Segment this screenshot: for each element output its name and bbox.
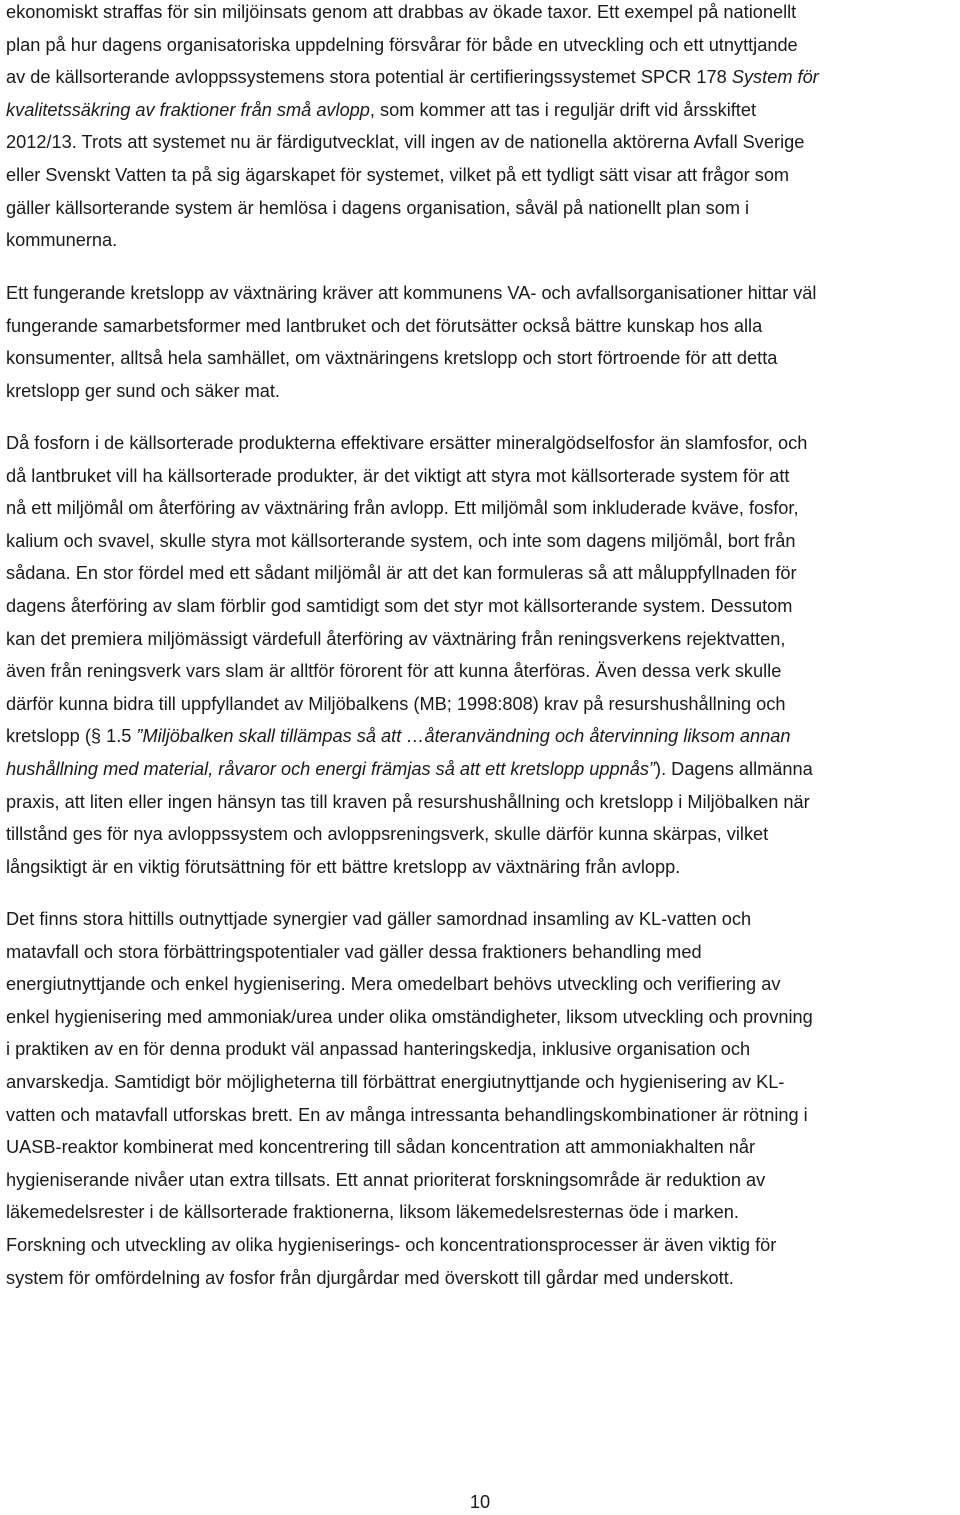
text-line: Forskning och utveckling av olika hygieniserings- och koncentrationsprocesser är även viktig för [6, 1234, 777, 1255]
paragraph-phosphorus-goal [6, 427, 958, 883]
italic-quote-segment: Miljöbalken skall tillämpas så att …återanvändning och återvinning liksom annan [142, 726, 791, 747]
paragraph-certification [6, 0, 958, 257]
text-line: Det finns stora hittills outnyttjade synergier vad gäller samordnad insamling av KL-vatten och [6, 909, 752, 929]
text-line: Då fosforn i de källsorterade produkterna effektivare ersätter mineralgödselfosfor än slamfosfor, och [6, 433, 808, 453]
text-line [6, 61, 958, 94]
text-line: anvarskedja. Samtidigt bör möjligheterna till förbättrat energiutnyttjande och hygienisering av KL- [6, 1071, 785, 1092]
text-line: kalium och svavel, skulle styra mot källsorterande system, och inte som dagens miljömål, bort från [6, 530, 796, 551]
text-line: 2012/13. Trots att systemet nu är färdigutvecklat, vill ingen av de nationella aktörerna Avfall Sverige [6, 132, 805, 153]
italic-quote-segment: hushållning med material, råvaror och energi främjas så att ett kretslopp uppnås” [6, 758, 656, 779]
text-segment: ). Dagens allmänna [655, 758, 813, 779]
text-line: dagens återföring av slam förblir god samtidigt som det styr mot källsorterande system. Dessutom [6, 595, 793, 616]
text-line: läkemedelsrester i de källsorterade fraktionerna, liksom läkemedelsresternas öde i marken. [6, 1202, 739, 1223]
text-line: energiutnyttjande och enkel hygienisering. Mera omedelbart behövs utveckling och verifiering av [6, 974, 781, 995]
text-segment: av de källsorterande avloppssystemens stora potential är certifieringssystemet SPCR 178 [6, 67, 732, 88]
text-line: hygieniserande nivåer utan extra tillsats. Ett annat prioriterat forskningsområde är reduktion av [6, 1169, 766, 1190]
text-line: fungerande samarbetsformer med lantbruket och det förutsätter också bättre kunskap hos alla [6, 315, 763, 336]
italic-title-segment: kvalitetssäkring av fraktioner från små avlopp [6, 99, 370, 120]
text-segment: , som kommer att tas i reguljär drift vid årsskiftet [369, 99, 757, 120]
text-line: gäller källsorterande system är hemlösa i dagens organisation, såväl på nationellt plan som i [6, 197, 750, 218]
text-line: matavfall och stora förbättringspotentialer vad gäller dessa fraktioners behandling med [6, 941, 702, 962]
text-line: Ett fungerande kretslopp av växtnäring kräver att kommunens VA- och avfallsorganisationer hittar väl [6, 283, 817, 303]
text-line: kommunerna. [6, 230, 118, 251]
text-line: långsiktigt är en viktig förutsättning för ett bättre kretslopp av växtnäring från avlopp. [6, 856, 681, 877]
page-number: 10 [469, 1492, 491, 1512]
text-line: konsumenter, alltså hela samhället, om växtnäringens kretslopp och stort förtroende för att detta [6, 348, 778, 369]
text-line: enkel hygienisering med ammoniak/urea under olika omständigheter, liksom utveckling och provning [6, 1006, 813, 1027]
text-line [6, 94, 958, 127]
italic-quote-open: ” [136, 726, 143, 747]
text-line: vatten och matavfall utforskas brett. En av många intressanta behandlingskombinationer är rötning i [6, 1104, 808, 1125]
text-line: kan det premiera miljömässigt värdefull återföring av växtnäring från reningsverkens rejektvatten, [6, 628, 786, 649]
text-line [6, 753, 958, 786]
text-line: praxis, att liten eller ingen hänsyn tas till kraven på resurshushållning och kretslopp i Miljöbalken när [6, 791, 810, 812]
text-line: därför kunna bidra till uppfyllandet av Miljöbalkens (MB; 1998:808) krav på resurshushållning och [6, 693, 786, 714]
text-line [6, 720, 958, 753]
text-line: ekonomiskt straffas för sin miljöinsats genom att drabbas av ökade taxor. Ett exempel på nationellt [6, 2, 797, 22]
text-line: plan på hur dagens organisatoriska uppdelning försvårar för både en utveckling och ett utnyttjande [6, 34, 798, 55]
text-line: system för omfördelning av fosfor från djurgårdar med överskott till gårdar med underskott. [6, 1267, 734, 1288]
text-line: tillstånd ges för nya avloppssystem och avloppsreningsverk, skulle därför kunna skärpas, vilket [6, 824, 769, 845]
text-line: även från reningsverk vars slam är alltför förorent för att kunna återföras. Även dessa verk skulle [6, 661, 782, 682]
text-segment: kretslopp (§ 1.5 [6, 726, 137, 747]
italic-title-segment: System för [731, 67, 819, 88]
text-line: kretslopp ger sund och säker mat. [6, 380, 280, 401]
text-line: i praktiken av en för denna produkt väl anpassad hanteringskedja, inklusive organisation och [6, 1039, 751, 1060]
text-line: UASB-reaktor kombinerat med koncentrering till sådan koncentration att ammoniakhalten når [6, 1137, 756, 1158]
paragraph-nutrient-cycle [6, 277, 958, 407]
text-line: eller Svenskt Vatten ta på sig ägarskapet för systemet, vilket på ett tydligt sätt visar att frågor som [6, 164, 790, 185]
text-line: nå ett miljömål om återföring av växtnäring från avlopp. Ett miljömål som inkluderade kväve, fosfor, [6, 498, 799, 519]
text-line: då lantbruket vill ha källsorterade produkter, är det viktigt att styra mot källsorterade system för att [6, 465, 790, 486]
paragraph-synergies [6, 903, 958, 1294]
text-line: sådana. En stor fördel med ett sådant miljömål är att det kan formuleras så att måluppfyllnaden för [6, 563, 797, 584]
